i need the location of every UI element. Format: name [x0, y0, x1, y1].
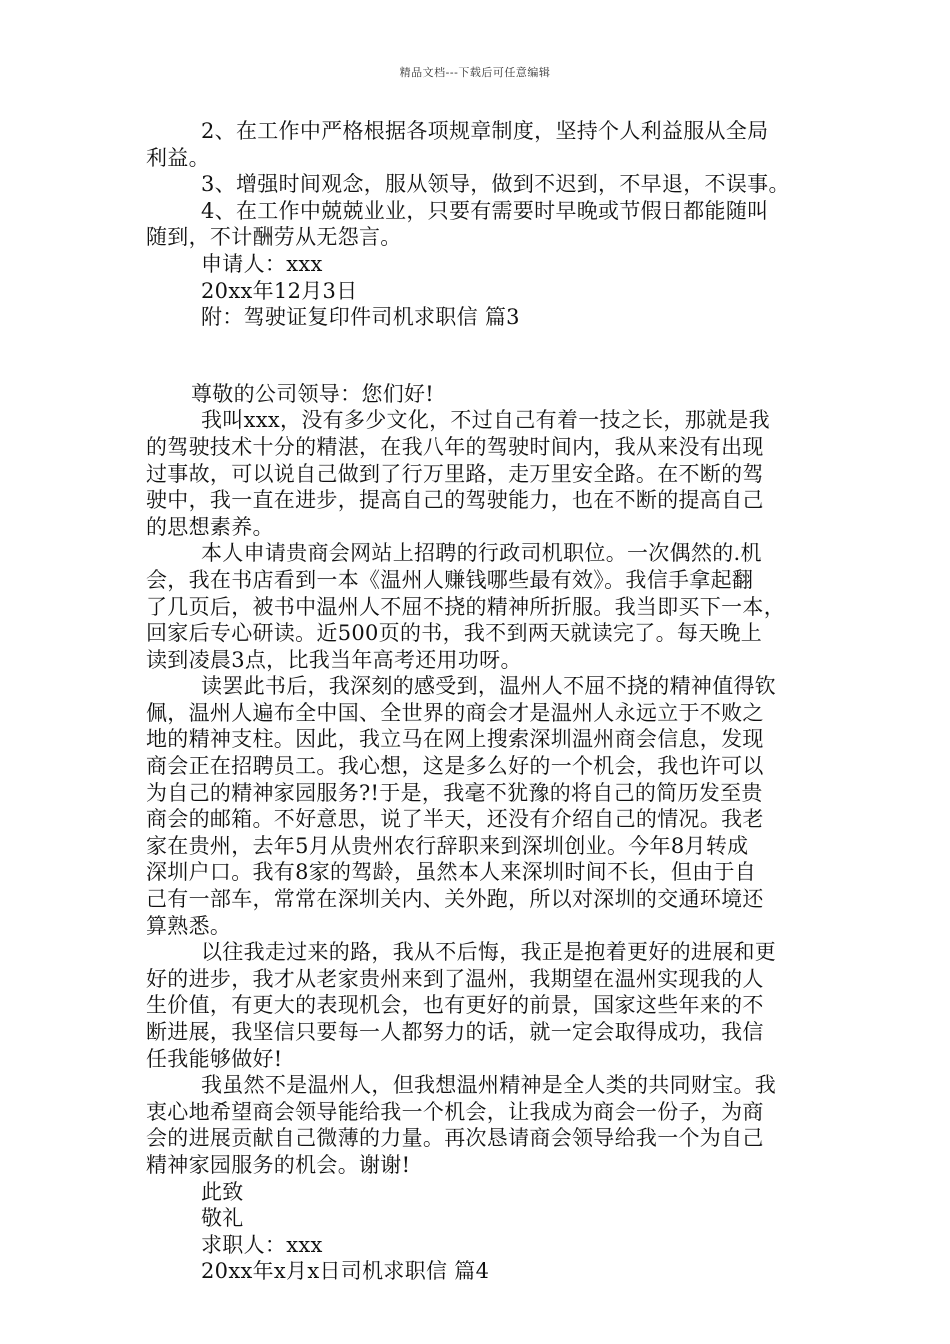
document-body: [146, 118, 810, 1285]
text-line: 商会的邮箱。不好意思，说了半天，还没有介绍自己的情况。我老: [146, 807, 764, 832]
text-line: 3、增强时间观念，服从领导，做到不迟到，不早退，不误事。: [201, 172, 790, 197]
text-line: 随到，不计酬劳从无怨言。: [146, 225, 402, 250]
text-line: 我虽然不是温州人，但我想温州精神是全人类的共同财宝。我: [201, 1073, 777, 1098]
text-line: 地的精神支柱。因此，我立马在网上搜索深圳温州商会信息，发现: [146, 727, 764, 752]
text-line: 算熟悉。: [146, 913, 232, 938]
text-line: 会的进展贡献自己微薄的力量。再次恳请商会领导给我一个为自己: [146, 1126, 764, 1151]
text-line: 申请人：xxx: [201, 251, 323, 276]
text-line: 深圳户口。我有8家的驾龄，虽然本人来深圳时间不长，但由于自: [146, 860, 757, 885]
text-line: 以往我走过来的路，我从不后悔，我正是抱着更好的进展和更: [201, 940, 777, 965]
text-line: 好的进步，我才从老家贵州来到了温州，我期望在温州实现我的人: [146, 966, 764, 991]
text-line: 己有一部车，常常在深圳关内、关外跑，所以对深圳的交通环境还: [146, 887, 764, 912]
text-line: 精神家园服务的机会。谢谢!: [146, 1152, 411, 1177]
text-line: 回家后专心研读。近500页的书，我不到两天就读完了。每天晚上: [146, 621, 763, 646]
text-line: 2、在工作中严格根据各项规章制度，坚持个人利益服从全局: [201, 119, 769, 143]
text-line: 商会正在招聘员工。我心想，这是多么好的一个机会，我也许可以: [146, 754, 764, 779]
text-line: 我叫xxx，没有多少文化，不过自己有着一技之长，那就是我: [201, 408, 770, 433]
text-line: 任我能够做好!: [146, 1046, 283, 1071]
text-line: 敬礼: [201, 1206, 244, 1231]
text-line: 4、在工作中兢兢业业，只要有需要时早晚或节假日都能随叫: [201, 198, 769, 223]
text-line: 驶中，我一直在进步，提高自己的驾驶能力，也在不断的提高自己: [146, 488, 764, 513]
text-line: 家在贵州，去年5月从贵州农行辞职来到深圳创业。今年8月转成: [146, 833, 749, 858]
text-line: 本人申请贵商会网站上招聘的行政司机职位。一次偶然的.机: [201, 541, 762, 566]
text-line: 的驾驶技术十分的精湛，在我八年的驾驶时间内，我从来没有出现: [146, 434, 764, 459]
text-line: 附：驾驶证复印件司机求职信 篇3: [201, 305, 520, 330]
text-line: 读罢此书后，我深刻的感受到，温州人不屈不挠的精神值得钦: [201, 674, 777, 699]
text-line: 佩，温州人遍布全中国、全世界的商会才是温州人永远立于不败之: [146, 700, 764, 725]
text-line: 求职人：xxx: [201, 1232, 323, 1257]
text-line: 为自己的精神家园服务?!于是，我毫不犹豫的将自己的简历发至贵: [146, 780, 763, 805]
text-line: 了几页后，被书中温州人不屈不挠的精神所折服。我当即买下一本，: [146, 594, 785, 619]
section-gap: [146, 331, 810, 381]
text-line: 此致: [201, 1179, 244, 1204]
text-line: 会，我在书店看到一本《温州人赚钱哪些最有效》。我信手拿起翻: [146, 567, 754, 592]
text-line: 尊敬的公司领导：您们好!: [191, 381, 435, 406]
text-line: 断进展，我坚信只要每一人都努力的话，就一定会取得成功，我信: [146, 1020, 764, 1044]
text-line: 20xx年12月3日: [201, 278, 358, 303]
text-line: 的思想素养。: [146, 514, 274, 539]
text-line: 读到凌晨3点，比我当年高考还用功呀。: [146, 647, 522, 672]
text-line: 生价值，有更大的表现机会，也有更好的前景，国家这些年来的不: [146, 993, 764, 1018]
page-header: 精品文档---下载后可任意编辑: [399, 66, 551, 79]
text-line: 利益。: [146, 145, 210, 170]
text-line: 衷心地希望商会领导能给我一个机会，让我成为商会一份子，为商: [146, 1099, 764, 1124]
text-line: 20xx年x月x日司机求职信 篇4: [201, 1259, 490, 1284]
text-line: 过事故，可以说自己做到了行万里路，走万里安全路。在不断的驾: [146, 461, 764, 486]
